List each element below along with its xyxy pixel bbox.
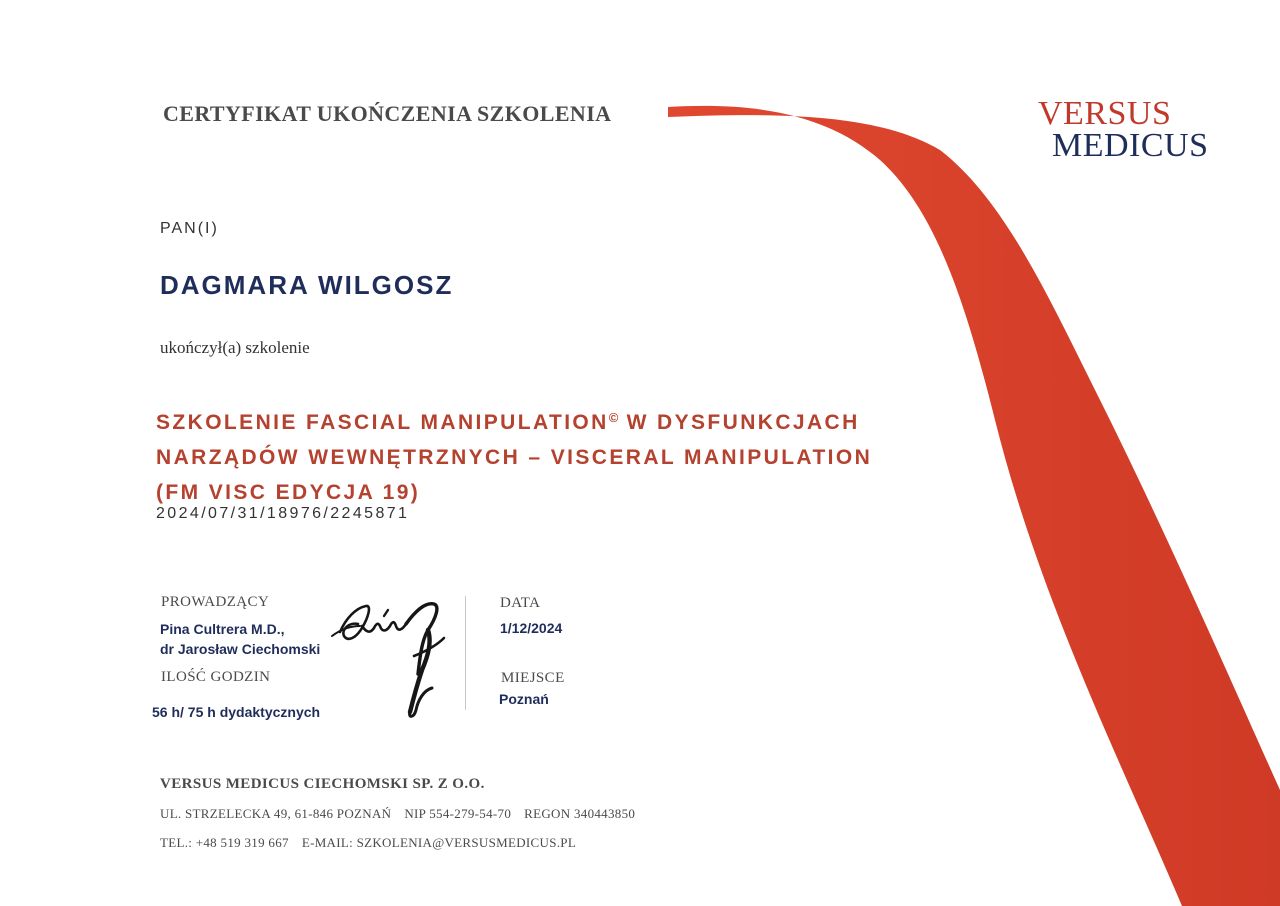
copyright-mark: ©	[608, 410, 619, 425]
hours-value: 56 h/ 75 h dydaktycznych	[152, 704, 321, 720]
company-name: VERSUS MEDICUS CIECHOMSKI SP. Z O.O.	[160, 776, 485, 792]
company-phone: TEL.: +48 519 319 667	[160, 835, 289, 850]
instructor-name: Pina Cultrera M.D.,	[160, 621, 285, 637]
course-title-line-1	[156, 400, 916, 440]
completed-text: ukończył(a) szkolenie	[160, 338, 310, 357]
logo-word-versus: VERSUS	[1038, 95, 1172, 132]
course-title-part: SZKOLENIE FASCIAL MANIPULATION	[156, 411, 609, 434]
company-email: E-MAIL: SZKOLENIA@VERSUSMEDICUS.PL	[301, 835, 577, 850]
company-regon: REGON 340443850	[524, 806, 636, 821]
recipient-name: DAGMARA WILGOSZ	[160, 270, 454, 300]
salutation: PAN(I)	[160, 220, 219, 237]
logo-word-medicus: MEDICUS	[1052, 127, 1209, 164]
course-title-line-2: NARZĄDÓW WEWNĘTRZNYCH – VISCERAL MANIPULATION	[156, 446, 873, 469]
hours-label: ILOŚĆ GODZIN	[161, 669, 271, 685]
course-title-part: W DYSFUNKCJACH	[618, 411, 860, 434]
certificate-number: 2024/07/31/18976/2245871	[156, 505, 410, 522]
versus-medicus-logo	[1038, 95, 1238, 164]
instructor-label: PROWADZĄCY	[161, 594, 270, 610]
instructor-name: dr Jarosław Ciechomski	[160, 641, 321, 657]
course-title-line-3: (FM VISC EDYCJA 19)	[156, 481, 421, 504]
date-value: 1/12/2024	[500, 620, 563, 636]
signature	[328, 596, 450, 722]
certificate-title: CERTYFIKAT UKOŃCZENIA SZKOLENIA	[163, 101, 612, 126]
place-label: MIEJSCE	[501, 670, 565, 686]
place-value: Poznań	[499, 691, 549, 707]
address-line	[160, 806, 648, 822]
company-address: UL. STRZELECKA 49, 61-846 POZNAŃ	[160, 806, 392, 821]
contact-line	[160, 835, 589, 851]
course-title	[156, 400, 916, 510]
company-nip: NIP 554-279-54-70	[404, 806, 512, 821]
column-divider	[465, 596, 466, 710]
date-label: DATA	[500, 595, 541, 611]
